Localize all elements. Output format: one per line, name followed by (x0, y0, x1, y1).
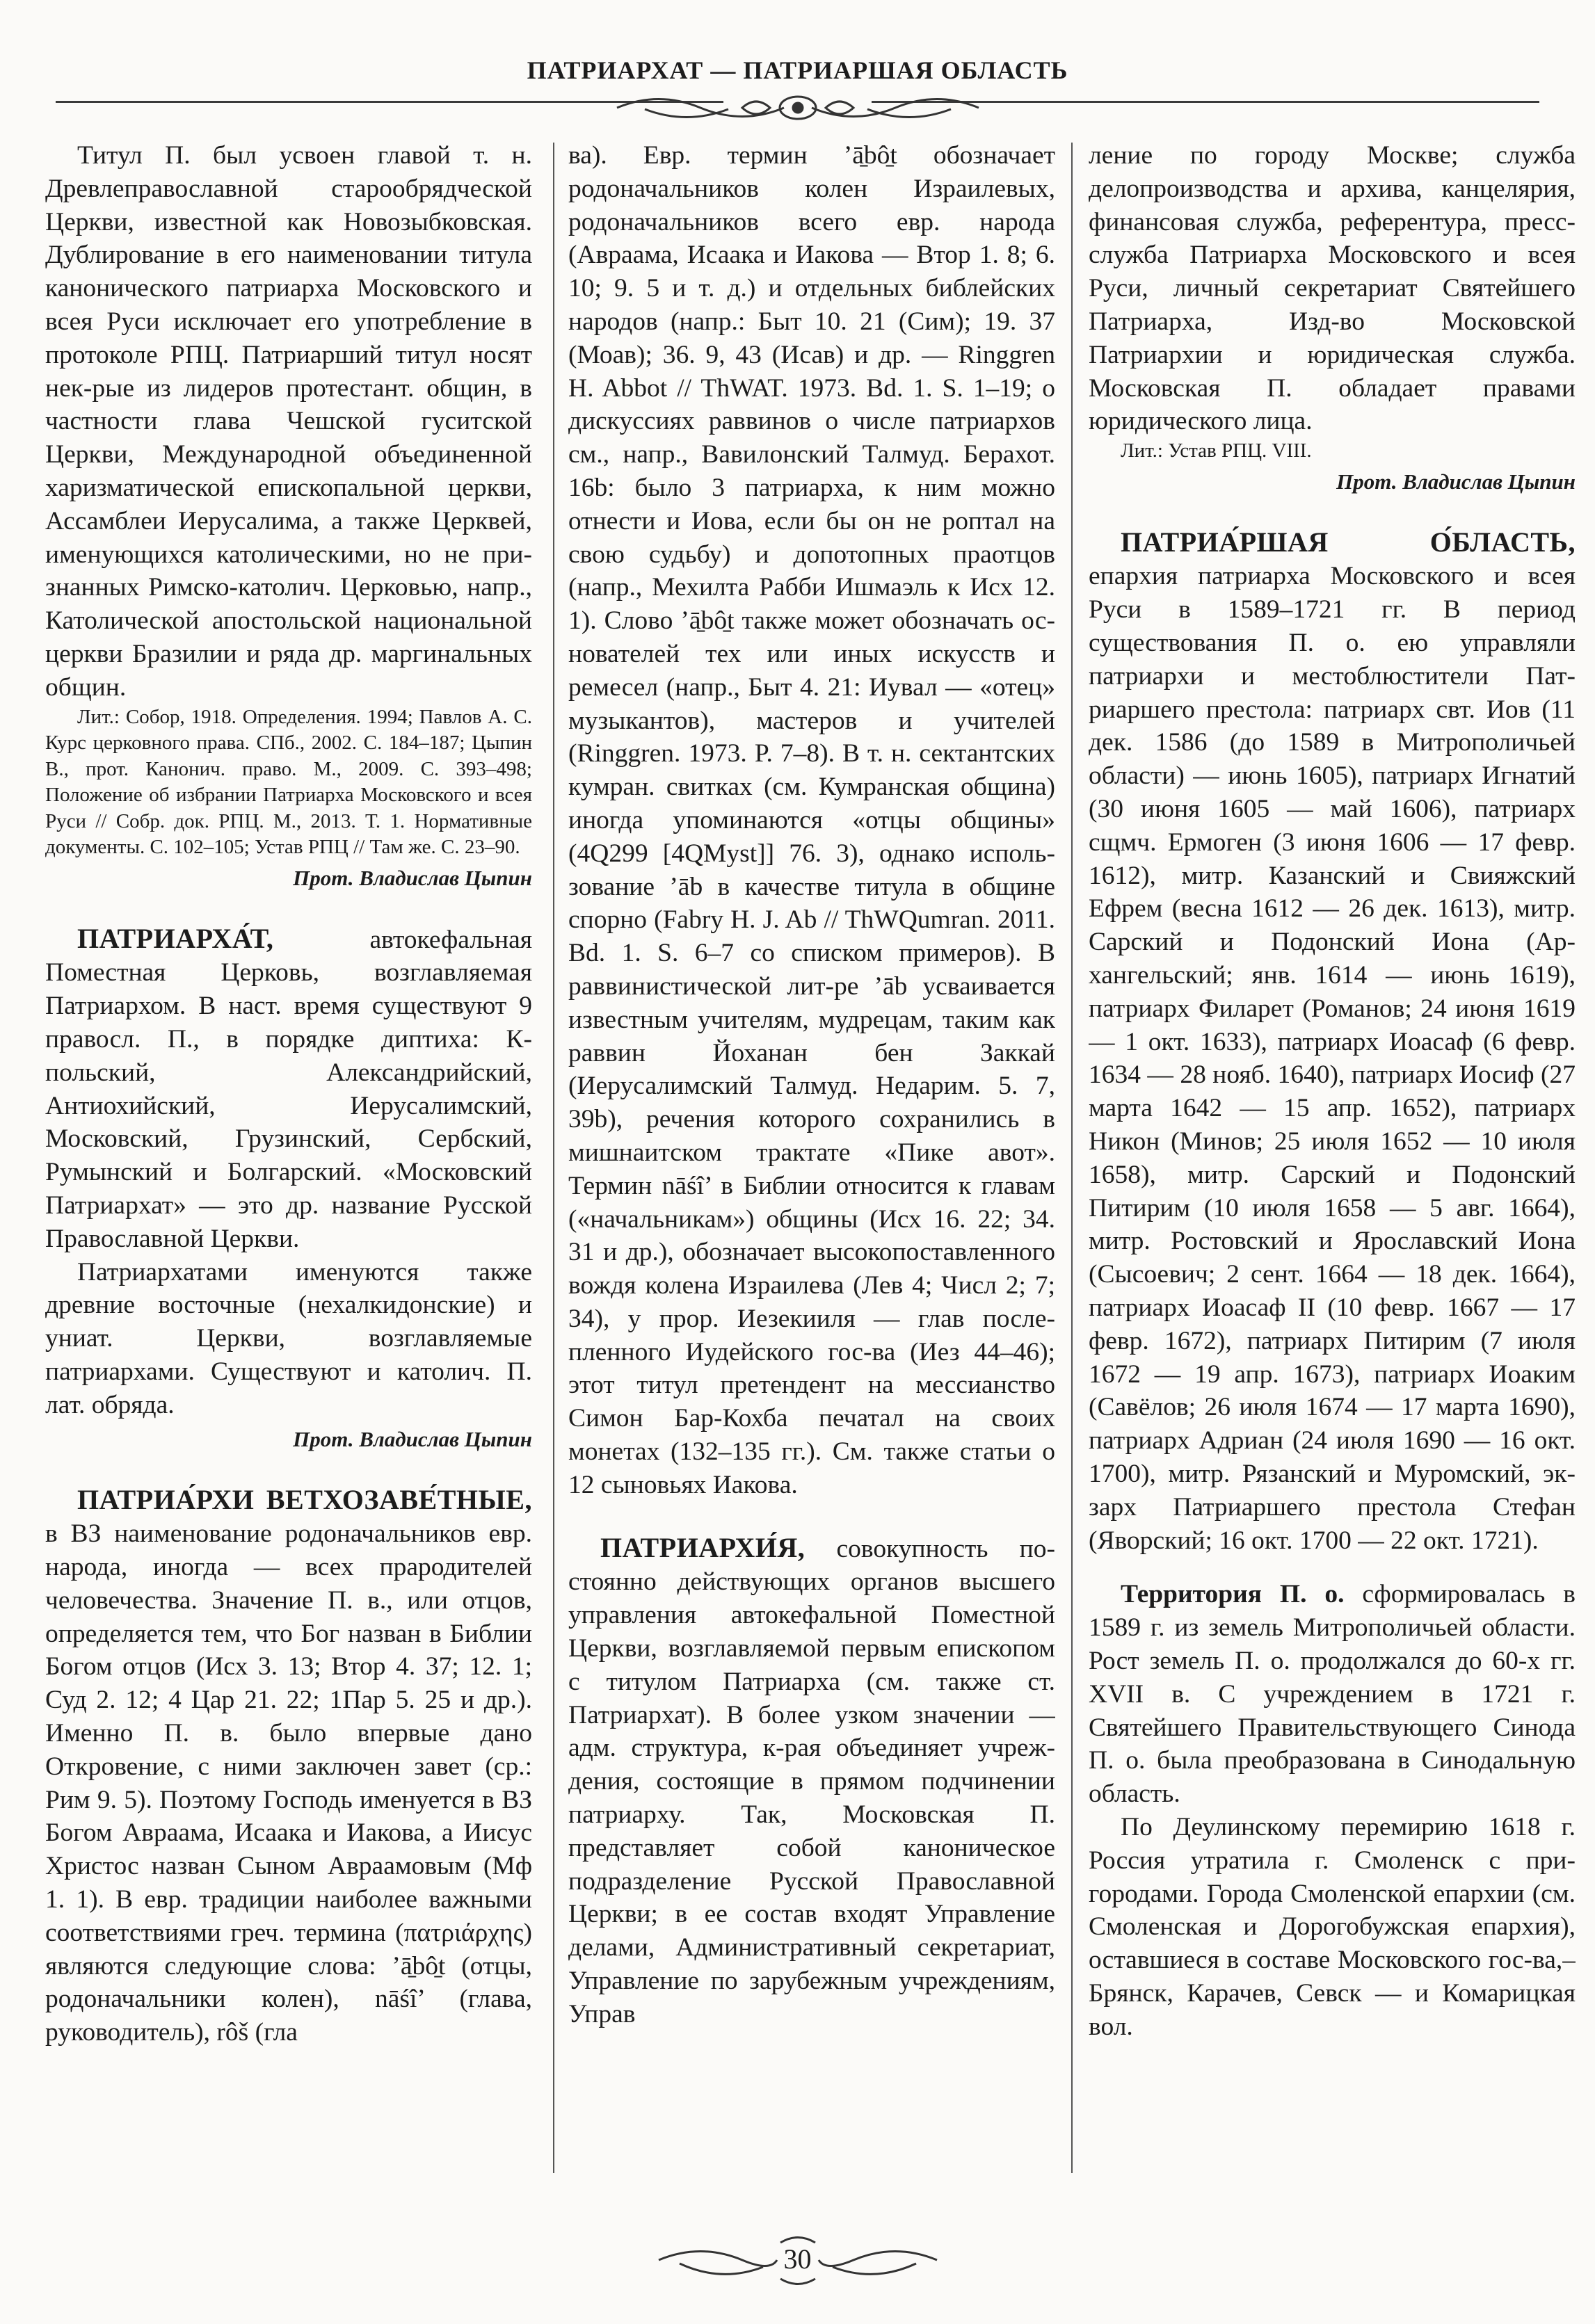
article-author: Прот. Владислав Цыпин (1336, 469, 1576, 494)
text-column-1 (45, 139, 532, 2197)
literature-note: Лит.: Устав РПЦ. VIII. (1121, 439, 1312, 462)
section-heading: Территория П. о. (1121, 1580, 1345, 1609)
article-author: Прот. Владислав Цыпин (293, 865, 532, 890)
entry-patriarchat (45, 922, 532, 1256)
section-territoria (1089, 1578, 1576, 1811)
entry-text: автокефальная Поместная Церковь, возглавляемая Патриархом. В наст. время существуют 9 правосл. П., в порядке диптиха: К-польский, Александрийский, Антиохийский, Иерусалимский, Московский, Грузинский, Сербский, Румынский и Болгарский. «Московский Патриархат» — это др. название Русской Православной Церкви. (45, 925, 532, 1253)
entry-patriarshaya-oblast (1089, 526, 1576, 1558)
entry-headword: ПАТРИАРХИ́Я, (600, 1531, 805, 1563)
article-author: Прот. Владислав Цыпин (293, 1426, 532, 1451)
entry-headword: ПАТРИА́РХИ ВЕТХОЗАВЕ́ТНЫЕ, (77, 1483, 532, 1515)
column-divider-1 (553, 143, 554, 2173)
entry-headword: ПАТРИА́РШАЯ О́БЛАСТЬ, (1121, 526, 1576, 558)
literature-note: Лит.: Собор, 1918. Определения. 1994; Павлов А. С. Курс церковного права. СПб., 2002. С. 184–187; Цыпин В., прот. Канонич. право. М., 2009. С. 393–498; Положение об избрании Патриарха Московского и всея Руси // Собр. док. РПЦ. М., 2013. Т. 1. Нормативные документы. С. 102–105; Устав РПЦ // Там же. С. 23–90. (45, 705, 532, 859)
text-column-3 (1089, 139, 1576, 2197)
ornament-top-icon (603, 87, 993, 129)
column-divider-2 (1071, 143, 1073, 2173)
paragraph: Патриархатами именуются также древние восточные (нехалкидонские) и униат. Церкви, возглавляемые патриархами. Существуют и католич. П. лат. обряда. (45, 1257, 532, 1419)
entry-text: в ВЗ наименование родоначальников евр. народа, иногда — всех прародителей человечества. Значение П. в., или отцов, определяется тем, что Бог назван в Библии Богом отцов (Исх 3. 13; Втор 4. 37; 12. 1; Суд 2. 12; 4 Цар 21. 22; 1Пар 5. 25 и др.). Именно П. в. было впервые дано Откровение, с ними заключен завет (ср.: Рим 9. 5). Поэтому Господь именуется в ВЗ Богом Авраама, Исаака и Иакова, а Иисус Христос назван Сыном Авраамовым (Мф 1. 1). В евр. традиции наиболее важными соответствиями греч. термина (πατριάρχης) являются следующие слова: ’ā̱bô̱t (отцы, родоначальники колен), nāśî’ (глава, руководитель), rôš (гла (45, 1519, 532, 2047)
paragraph: По Деулинскому перемирию 1618 г. Россия утратила г. Смоленск с пригородами. Города Смоленской епархии (см. Смоленская и Дорогобужская епархия), оставшиеся в составе Московского гос-ва,– Брянск, Карачев, Севск — и Комарицкая вол. (1089, 1812, 1576, 2041)
text-column-2 (568, 139, 1055, 2197)
running-header: ПАТРИАРХАТ — ПАТРИАРШАЯ ОБЛАСТЬ (527, 56, 1068, 84)
entry-headword: ПАТРИАРХА́Т, (77, 922, 274, 954)
entry-text: епархия патриарха Московского и всея Руси в 1589–1721 гг. В период существования П. о. ею управляли патриархи и местоблюстители Патриаршего престола: патриарх свт. Иов (11 дек. 1586 (до 1589 в Митрополичьей области) — июнь 1605), патриарх Игнатий (30 июня 1605 — май 1606), патриарх сщмч. Ермоген (3 июня 1606 — 17 февр. 1612), митр. Казанский и Свияжский Ефрем (весна 1612 — 26 дек. 1613), митр. Сарский и Подонский Иона (Архангельский; янв. 1614 — июнь 1619), патриарх Филарет (Романов; 24 июня 1619 — 1 окт. 1633), патриарх Иоасаф (6 февр. 1634 — 28 нояб. 1640), патриарх Иосиф (27 марта 1642 — 15 апр. 1652), патриарх Никон (Минов; 25 июля 1652 — 10 июля 1658), митр. Сарский и Подонский Питирим (10 июля 1658 — 5 авг. 1664), митр. Ростовский и Ярославский Иона (Сысоевич; 2 сент. 1664 — 18 дек. 1664), патриарх Иоасаф II (10 февр. 1667 — 17 февр. 1672), патриарх Питирим (7 июля 1672 — 19 апр. 1673), патриарх Иоаким (Савёлов; 26 июля 1674 — 17 марта 1690), патриарх Адриан (24 июля 1690 — 16 окт. 1700), митр. Рязанский и Муромский, экзарх Патриаршего престола Стефан (Яворский; 16 окт. 1700 — 22 окт. 1721). (1089, 562, 1576, 1555)
paragraph: Титул П. был усвоен главой т. н. Древлеправославной старообрядческой Церкви, известной как Новозыбковская. Дублирование в его наименовании титула канонического патриарха Московского и всея Руси исключает его употребление в протоколе РПЦ. Патриарший титул носят нек-рые из лидеров протестант. общин, в частности глава Чешской гуситской Церкви, Международной объединенной харизматической епископальной церкви, Ассамблеи Иерусалима, а также Церквей, именующихся католическими, но не признанных Римско-католич. Церковью, напр., Католической апостольской национальной церкви Бразилии и ряда др. маргинальных общин. (45, 141, 532, 702)
entry-patriarchia (568, 1531, 1055, 2031)
entry-text: совокупность постоянно действующих органов высшего управления автокефальной Поместной Церкви, возглавляемой первым епископом с титулом Патриарха (см. также ст. Патриархат). В более узком значении — адм. структура, к-рая объединяет учреждения, состоящие в прямом подчинении патриарху. Так, Московская П. представляет собой каноническое подразделение Русской Православной Церкви; в ее состав входят Управление делами, Административный секретариат, Управление по зарубежным учреждениям, Управ (568, 1534, 1055, 2028)
entry-patriarchi (45, 1483, 532, 2050)
page-number: 30 (783, 2243, 812, 2275)
section-text: сформировалась в 1589 г. из земель Митрополичьей области. Рост земель П. о. продолжался до 60-х гг. XVII в. С учреждением в 1721 г. Святейшего Правительствующего Синода П. о. была преобразована в Синодальную область. (1089, 1580, 1576, 1809)
paragraph: ление по городу Москве; служба делопроизводства и архива, канцелярия, финансовая служба, референтура, пресс-служба Патриарха Московского и всея Руси, личный секретариат Святейшего Патриарха, Изд-во Московской Патриархии и юридическая служба. Московская П. обладает правами юридического лица. (1089, 141, 1576, 436)
paragraph: ва). Евр. термин ’ā̱bô̱t обозначает родоначальников колен Израилевых, родоначальников всего евр. народа (Авраама, Исаака и Иакова — Втор 1. 8; 6. 10; 9. 5 и т. д.) и отдельных библейских народов (напр.: Быт 10. 21 (Сим); 19. 37 (Моав); 36. 9, 43 (Исав) и др. — Ringgren H. Abbot // ThWAT. 1973. Bd. 1. S. 1–19; о дискуссиях раввинов о числе патриархов см., напр., Вавилонский Талмуд. Берахот. 16b: было 3 патриарха, к ним можно отнести и Иова, если бы он не роптал на свою судьбу) и допотопных праотцов (напр., Мехилта Рабби Ишмаэль к Исх 12. 1). Слово ’ā̱bô̱t также может обозначать основателей тех или иных искусств и ремесел (напр., Быт 4. 21: Иувал — «отец» музыкантов), мастеров и учителей (Ringgren. 1973. P. 7–8). В т. н. сектантских кумран. свитках (см. Кумранская община) иногда упоминаются «отцы общины» (4Q299 [4QMyst]] 76. 3), однако использование ’āb в качестве титула в общине спорно (Fabry H. J. Ab // ThWQumran. 2011. Bd. 1. S. 6–7 со списком примеров). В раввинистической лит-ре ’āb усваивается известным учителям, мудрецам, таким как раввин Йоханан бен Заккай (Иерусалимский Талмуд. Недарим. 5. 7, 39b), речения которого сохранились в мишнаитском трактате «Пике авот». Термин nāśî’ в Библии относится к главам («начальникам») общины (Исх 16. 22; 34. 31 и др.), обозначает высокопоставленного вождя колена Израилева (Лев 4; Числ 2; 7; 34), у прор. Иезекииля — глав послепленного Иудейского гос-ва (Иез 44–46); этот титул претендент на мессианство Симон Бар-Кохба печатал на своих монетах (132–135 гг.). См. также статьи о 12 сыновьях Иакова. (568, 141, 1055, 1499)
